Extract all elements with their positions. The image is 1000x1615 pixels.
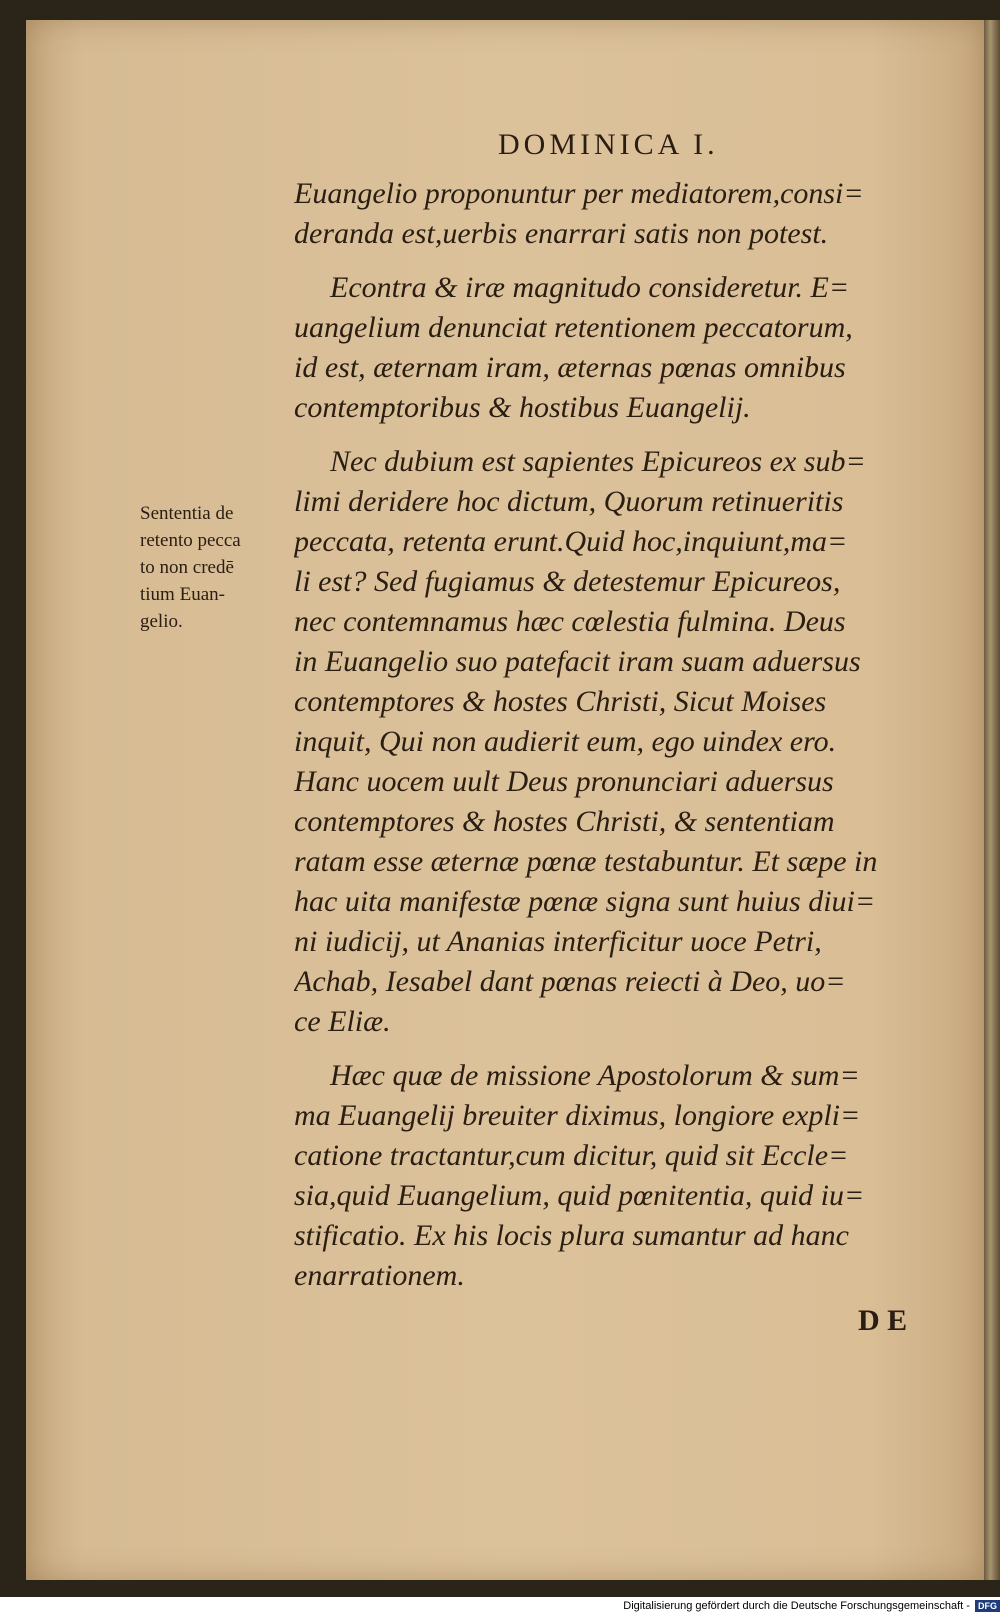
page-edge — [984, 20, 1000, 1580]
text-line: peccata, retenta erunt.Quid hoc,inquiunt,ma= — [294, 525, 848, 558]
main-text — [294, 174, 922, 1296]
margin-note-line: gelio. — [140, 611, 183, 632]
text-line: in Euangelio suo patefacit iram suam aduersus — [294, 645, 861, 678]
text-line: catione tractantur,cum dicitur, quid sit Eccle= — [294, 1139, 849, 1172]
text-line: ce Eliæ. — [294, 1005, 391, 1038]
margin-note-line: tium Euan- — [140, 584, 225, 605]
paragraph — [294, 268, 922, 428]
dfg-logo: DFG — [975, 1600, 1000, 1612]
catchword: D E — [858, 1304, 908, 1337]
text-line: nec contemnamus hæc cœlestia fulmina. Deus — [294, 605, 846, 638]
text-line: id est, æternam iram, æternas pœnas omnibus — [294, 351, 846, 384]
text-line: Nec dubium est sapientes Epicureos ex sub= — [330, 445, 866, 478]
margin-note-line: to non credē — [140, 557, 234, 578]
text-line: Achab, Iesabel dant pœnas reiecti à Deo, uo= — [294, 965, 846, 998]
text-line: Econtra & iræ magnitudo consideretur. E= — [330, 271, 850, 304]
text-line: deranda est,uerbis enarrari satis non potest. — [294, 217, 829, 250]
text-line: limi deridere hoc dictum, Quorum retinueritis — [294, 485, 844, 518]
text-line: Euangelio proponuntur per mediatorem,consi= — [294, 177, 864, 210]
paragraph — [294, 1056, 922, 1296]
text-line: ratam esse æternæ pœnæ testabuntur. Et sæpe in — [294, 845, 878, 878]
paragraph — [294, 174, 922, 254]
text-line: sia,quid Euangelium, quid pœnitentia, quid iu= — [294, 1179, 865, 1212]
text-line: contemptoribus & hostibus Euangelij. — [294, 391, 751, 424]
text-line: contemptores & hostes Christi, & sententiam — [294, 805, 835, 838]
running-head: DOMINICA I. — [498, 128, 719, 161]
digitization-credit — [588, 1597, 1000, 1615]
text-line: li est? Sed fugiamus & detestemur Epicureos, — [294, 565, 841, 598]
text-line: enarrationem. — [294, 1259, 465, 1292]
text-line: Hæc quæ de missione Apostolorum & sum= — [330, 1059, 860, 1092]
credit-text: Digitalisierung gefördert durch die Deutsche Forschungsgemeinschaft - — [623, 1600, 970, 1612]
margin-note-line: Sententia de — [140, 503, 234, 524]
text-line: uangelium denunciat retentionem peccatorum, — [294, 311, 853, 344]
margin-note-line: retento pecca — [140, 530, 241, 551]
margin-note — [140, 500, 290, 635]
text-line: hac uita manifestæ pœnæ signa sunt huius diui= — [294, 885, 876, 918]
text-line: ni iudicij, ut Ananias interficitur uoce Petri, — [294, 925, 822, 958]
text-line: ma Euangelij breuiter diximus, longiore expli= — [294, 1099, 861, 1132]
text-line: stificatio. Ex his locis plura sumantur ad hanc — [294, 1219, 849, 1252]
paragraph — [294, 442, 922, 1042]
text-line: Hanc uocem uult Deus pronunciari aduersus — [294, 765, 834, 798]
text-line: contemptores & hostes Christi, Sicut Moises — [294, 685, 827, 718]
text-line: inquit, Qui non audierit eum, ego uindex ero. — [294, 725, 837, 758]
